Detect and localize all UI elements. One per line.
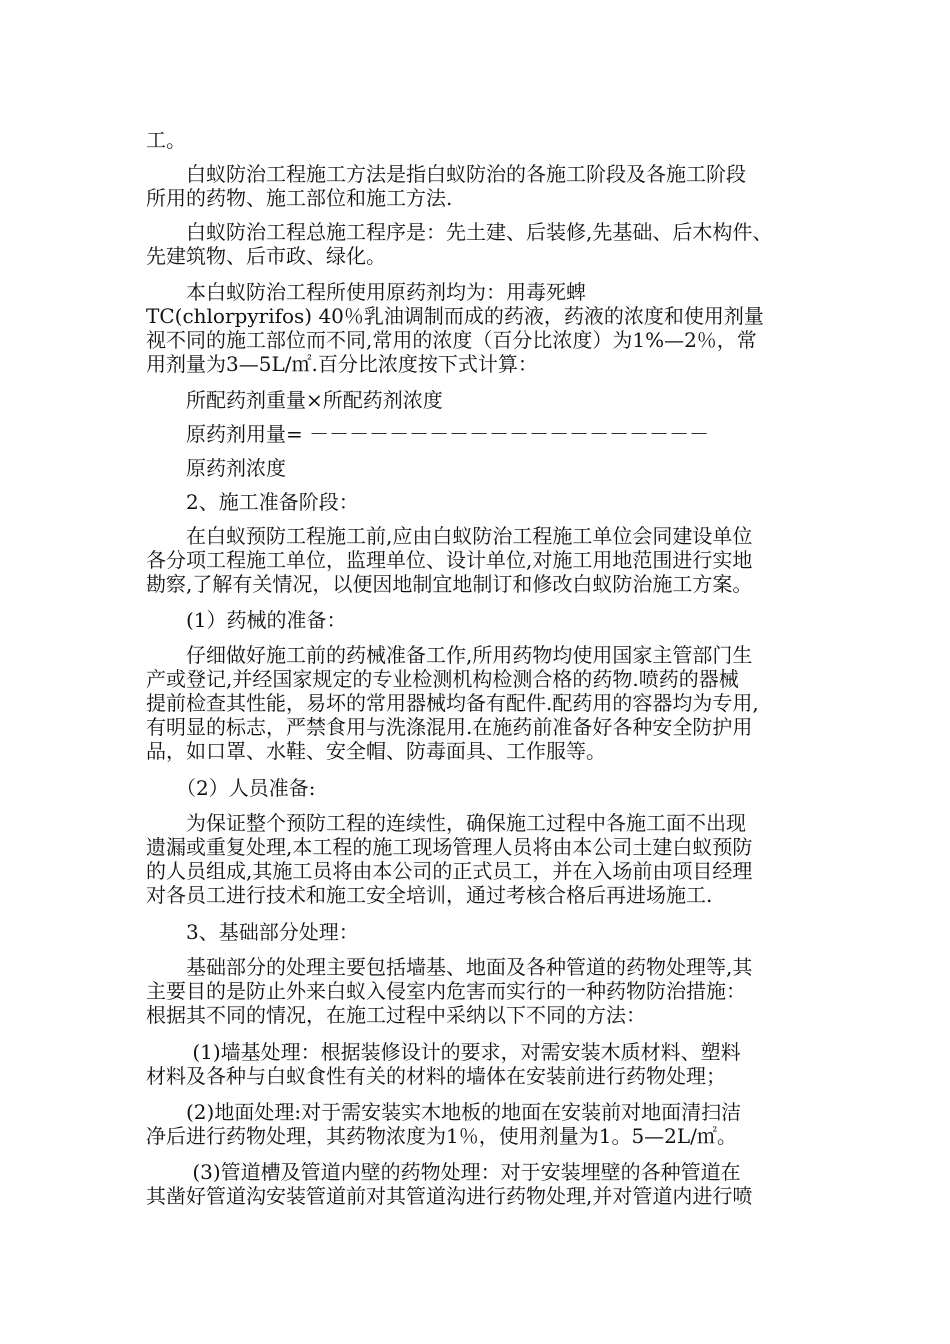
- formula-numerator: 所配药剂重量×所配药剂浓度: [146, 388, 443, 412]
- subheading-equipment: (1）药械的准备：: [146, 608, 347, 632]
- paragraph-floor: (2)地面处理:对于需安装实木地板的地面在安装前对地面清扫洁 净后进行药物处理，其药物浓度为1％，使用剂量为1。5—2L/㎡。: [146, 1100, 742, 1148]
- paragraph-0: 工。: [146, 128, 186, 152]
- paragraph-foundation: 基础部分的处理主要包括墙基、地面及各种管道的药物处理等,其 主要目的是防止外来白蚁入侵室内危害而实行的一种药物防治措施： 根据其不同的情况，在施工过程中采纳以下不同的方法：: [146, 955, 753, 1027]
- paragraph-2: 白蚁防治工程总施工程序是：先土建、后装修,先基础、后木构件、 先建筑物、后市政、绿化。: [146, 220, 773, 268]
- paragraph-1: 白蚁防治工程施工方法是指白蚁防治的各施工阶段及各施工阶段 所用的药物、施工部位和施工方法.: [146, 162, 746, 210]
- paragraph-personnel: 为保证整个预防工程的连续性，确保施工过程中各施工面不出现 遗漏或重复处理,本工程的施工现场管理人员将由本公司土建白蚁预防 的人员组成,其施工员将由本公司的正式员工，并在入场前由项目经理 对各员工进行技术和施工安全培训，通过考核合格后再进场施工.: [146, 811, 753, 907]
- formula-line: 原药剂用量= －－－－－－－－－－－－－－－－－－－－: [146, 422, 710, 446]
- paragraph-wall-base: (1)墙基处理：根据装修设计的要求，对需安装木质材料、塑料 材料及各种与白蚁食性有关的材料的墙体在安装前进行药物处理；: [146, 1040, 741, 1088]
- section-heading-3: 3、基础部分处理：: [146, 920, 359, 944]
- formula-denominator: 原药剂浓度: [146, 456, 286, 480]
- subheading-personnel: （2）人员准备:: [146, 776, 316, 800]
- section-heading-2: 2、施工准备阶段：: [146, 490, 359, 514]
- paragraph-prep: 在白蚁预防工程施工前,应由白蚁防治工程施工单位会同建设单位 各分项工程施工单位，监理单位、设计单位,对施工用地范围进行实地 勘察,了解有关情况，以便因地制宜地制订和修改白蚁防治施工方案。: [146, 524, 753, 596]
- paragraph-equipment: 仔细做好施工前的药械准备工作,所用药物均使用国家主管部门生 产或登记,并经国家规定的专业检测机构检测合格的药物.喷药的器械 提前检查其性能，易坏的常用器械均备有配件.配药用的容器均为专用, 有明显的标志，严禁食用与洗涤混用.在施药前准备好各种安全防护用 品，如口罩、水鞋、安全帽、防毒面具、工作服等。: [146, 643, 759, 763]
- paragraph-pipes: (3)管道槽及管道内壁的药物处理：对于安装埋壁的各种管道在 其凿好管道沟安装管道前对其管道沟进行药物处理,并对管道内进行喷: [146, 1160, 753, 1208]
- paragraph-3: 本白蚁防治工程所使用原药剂均为：用毒死蜱 TC(chlorpyrifos) 40％乳油调制而成的药液，药液的浓度和使用剂量 视不同的施工部位而不同,常用的浓度（百分比浓度）为1%—2％，常 用剂量为3—5L/㎡.百分比浓度按下式计算：: [146, 280, 764, 376]
